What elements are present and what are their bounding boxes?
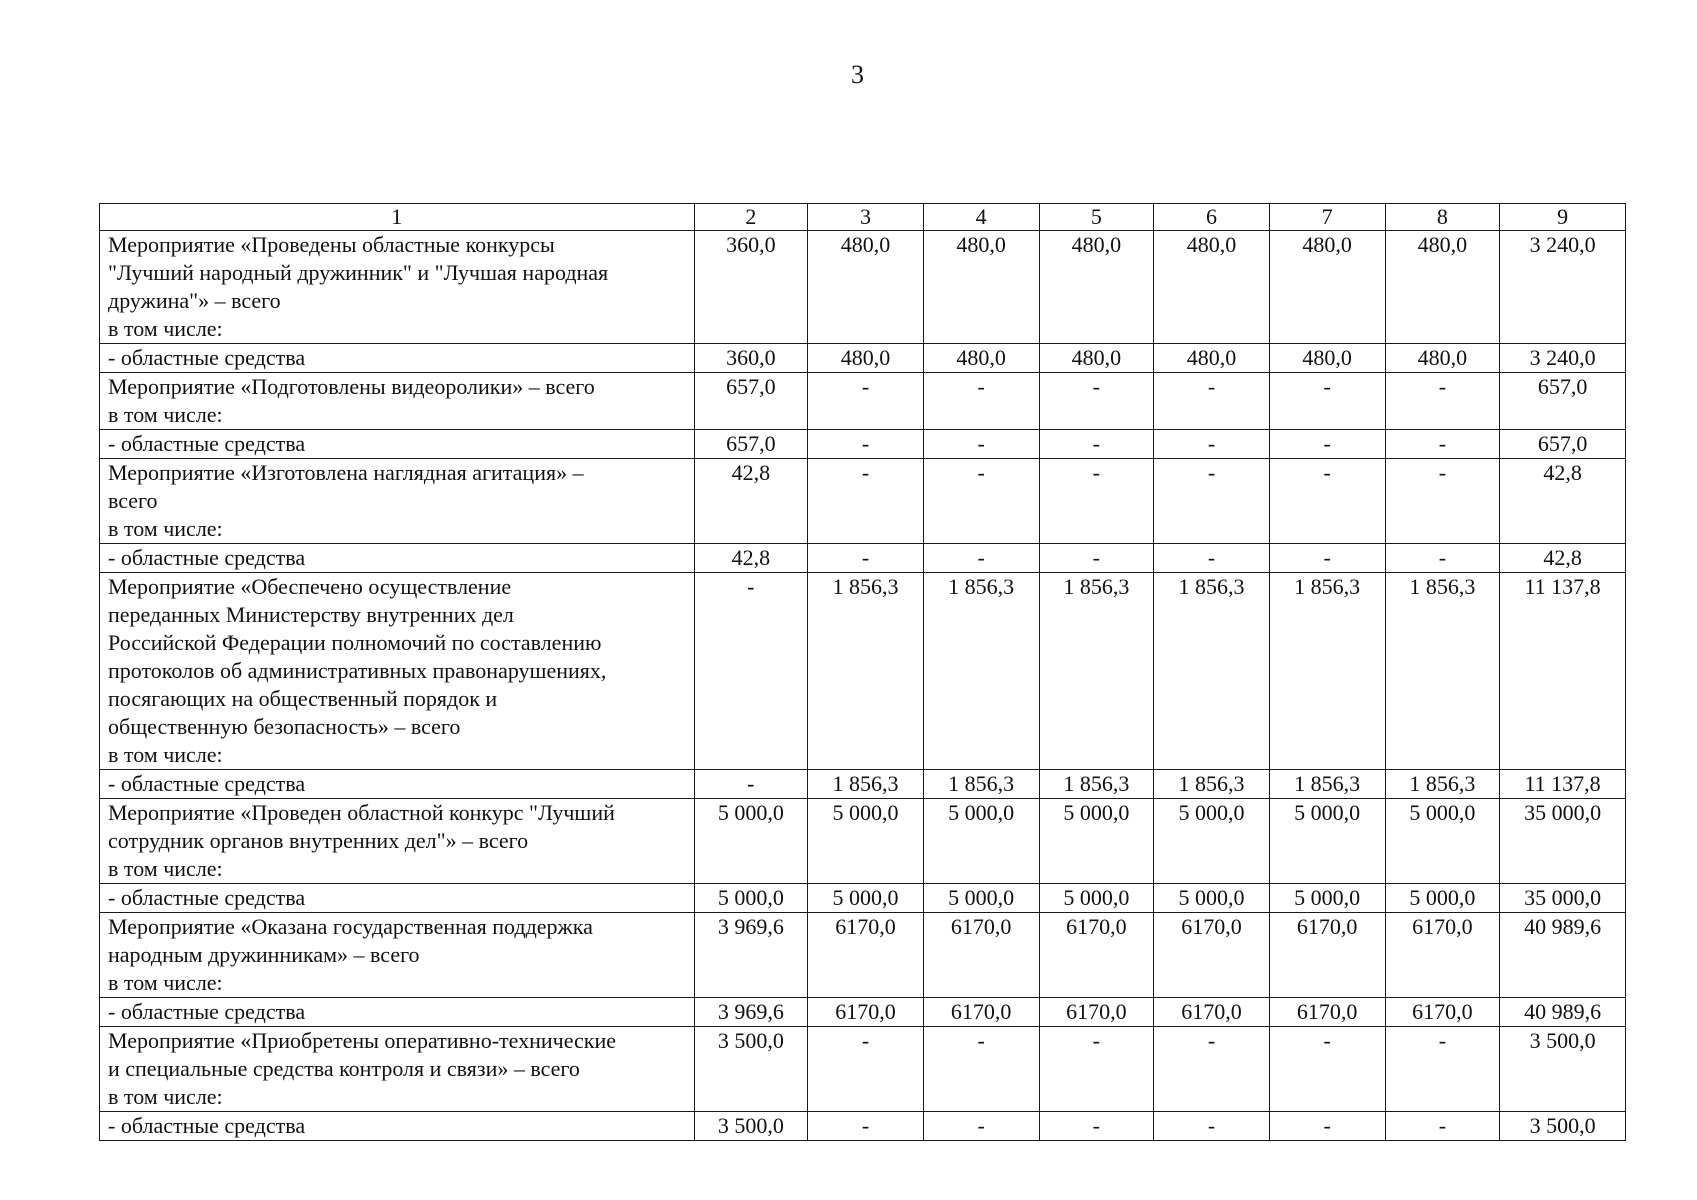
column-number-header: 4 bbox=[923, 204, 1039, 231]
regional-funds-label: - областные средства bbox=[100, 544, 695, 573]
activity-row bbox=[100, 799, 1626, 884]
activity-label-line: в том числе: bbox=[108, 856, 223, 881]
column-number-header: 3 bbox=[808, 204, 924, 231]
value-cell: 360,0 bbox=[694, 344, 808, 373]
value-cell: - bbox=[1385, 373, 1500, 430]
activity-label-line: Мероприятие «Обеспечено осуществление bbox=[108, 574, 512, 599]
activity-label-line: Мероприятие «Оказана государственная поддержка bbox=[108, 914, 593, 939]
activity-label-line: в том числе: bbox=[108, 742, 223, 767]
regional-funds-label: - областные средства bbox=[100, 998, 695, 1027]
total-cell: 42,8 bbox=[1500, 544, 1626, 573]
regional-funds-label: - областные средства bbox=[100, 884, 695, 913]
value-cell: - bbox=[1269, 1112, 1385, 1141]
value-cell: 6170,0 bbox=[1269, 913, 1385, 998]
activity-row bbox=[100, 231, 1626, 344]
value-cell: 5 000,0 bbox=[923, 799, 1039, 884]
value-cell: 42,8 bbox=[694, 459, 808, 544]
activity-label bbox=[100, 459, 695, 544]
regional-funds-row bbox=[100, 544, 1626, 573]
column-number-header: 2 bbox=[694, 204, 808, 231]
activity-label-line: в том числе: bbox=[108, 516, 223, 541]
regional-funds-label: - областные средства bbox=[100, 1112, 695, 1141]
value-cell: 480,0 bbox=[1269, 344, 1385, 373]
value-cell: 1 856,3 bbox=[923, 573, 1039, 770]
value-cell: 3 969,6 bbox=[694, 913, 808, 998]
value-cell: 3 969,6 bbox=[694, 998, 808, 1027]
value-cell: 6170,0 bbox=[1269, 998, 1385, 1027]
value-cell: 480,0 bbox=[1039, 231, 1154, 344]
activity-label bbox=[100, 913, 695, 998]
value-cell: - bbox=[808, 373, 924, 430]
activity-label-line: Мероприятие «Проведены областные конкурсы bbox=[108, 232, 555, 257]
value-cell: 480,0 bbox=[1269, 231, 1385, 344]
activity-label-line: в том числе: bbox=[108, 402, 223, 427]
regional-funds-row bbox=[100, 1112, 1626, 1141]
total-cell: 657,0 bbox=[1500, 430, 1626, 459]
regional-funds-row bbox=[100, 344, 1626, 373]
value-cell: - bbox=[808, 430, 924, 459]
value-cell: - bbox=[1039, 544, 1154, 573]
value-cell: - bbox=[1269, 1027, 1385, 1112]
activity-label-line: сотрудник органов внутренних дел"» – всего bbox=[108, 828, 529, 853]
total-cell: 42,8 bbox=[1500, 459, 1626, 544]
value-cell: - bbox=[694, 573, 808, 770]
activity-label-line: общественную безопасность» – всего bbox=[108, 714, 461, 739]
value-cell: 6170,0 bbox=[1385, 998, 1500, 1027]
value-cell: 5 000,0 bbox=[808, 884, 924, 913]
value-cell: 3 500,0 bbox=[694, 1112, 808, 1141]
value-cell: 1 856,3 bbox=[1269, 573, 1385, 770]
value-cell: 480,0 bbox=[1385, 344, 1500, 373]
value-cell: 6170,0 bbox=[923, 998, 1039, 1027]
value-cell: - bbox=[694, 770, 808, 799]
value-cell: - bbox=[923, 1112, 1039, 1141]
value-cell: 1 856,3 bbox=[923, 770, 1039, 799]
value-cell: 480,0 bbox=[1154, 231, 1270, 344]
value-cell: 480,0 bbox=[808, 231, 924, 344]
value-cell: - bbox=[1154, 459, 1270, 544]
value-cell: - bbox=[1385, 1027, 1500, 1112]
value-cell: - bbox=[1269, 544, 1385, 573]
activity-label-line: посягающих на общественный порядок и bbox=[108, 686, 498, 711]
value-cell: - bbox=[1039, 373, 1154, 430]
total-cell: 11 137,8 bbox=[1500, 770, 1626, 799]
activity-row bbox=[100, 459, 1626, 544]
total-cell: 35 000,0 bbox=[1500, 799, 1626, 884]
value-cell: - bbox=[1385, 459, 1500, 544]
value-cell: 5 000,0 bbox=[808, 799, 924, 884]
value-cell: - bbox=[1039, 1027, 1154, 1112]
column-number-header: 8 bbox=[1385, 204, 1500, 231]
value-cell: 5 000,0 bbox=[1154, 799, 1270, 884]
value-cell: 1 856,3 bbox=[1385, 573, 1500, 770]
value-cell: - bbox=[1269, 459, 1385, 544]
value-cell: - bbox=[808, 1112, 924, 1141]
regional-funds-row bbox=[100, 998, 1626, 1027]
value-cell: 480,0 bbox=[1154, 344, 1270, 373]
value-cell: 5 000,0 bbox=[1269, 799, 1385, 884]
value-cell: - bbox=[1385, 1112, 1500, 1141]
value-cell: 5 000,0 bbox=[1154, 884, 1270, 913]
value-cell: - bbox=[808, 1027, 924, 1112]
activity-label bbox=[100, 231, 695, 344]
activity-label-line: всего bbox=[108, 488, 158, 513]
value-cell: 42,8 bbox=[694, 544, 808, 573]
value-cell: - bbox=[923, 459, 1039, 544]
activity-label-line: Мероприятие «Подготовлены видеоролики» – всего bbox=[108, 374, 595, 399]
value-cell: - bbox=[923, 373, 1039, 430]
value-cell: - bbox=[923, 430, 1039, 459]
value-cell: 6170,0 bbox=[808, 998, 924, 1027]
value-cell: - bbox=[923, 1027, 1039, 1112]
value-cell: 6170,0 bbox=[1154, 913, 1270, 998]
value-cell: 1 856,3 bbox=[1154, 573, 1270, 770]
column-number-header: 1 bbox=[100, 204, 695, 231]
value-cell: 1 856,3 bbox=[1039, 573, 1154, 770]
total-cell: 3 240,0 bbox=[1500, 344, 1626, 373]
activity-label-line: "Лучший народный дружинник" и "Лучшая народная bbox=[108, 260, 609, 285]
value-cell: 5 000,0 bbox=[923, 884, 1039, 913]
value-cell: - bbox=[808, 544, 924, 573]
value-cell: 1 856,3 bbox=[1269, 770, 1385, 799]
total-cell: 35 000,0 bbox=[1500, 884, 1626, 913]
activity-label bbox=[100, 573, 695, 770]
value-cell: 6170,0 bbox=[1385, 913, 1500, 998]
value-cell: - bbox=[1154, 1112, 1270, 1141]
value-cell: 5 000,0 bbox=[1385, 884, 1500, 913]
activity-label-line: в том числе: bbox=[108, 316, 223, 341]
regional-funds-row bbox=[100, 884, 1626, 913]
regional-funds-label: - областные средства bbox=[100, 344, 695, 373]
table-body bbox=[100, 204, 1626, 1141]
value-cell: 6170,0 bbox=[808, 913, 924, 998]
value-cell: - bbox=[1385, 430, 1500, 459]
value-cell: - bbox=[1039, 1112, 1154, 1141]
value-cell: 1 856,3 bbox=[1154, 770, 1270, 799]
activity-row bbox=[100, 1027, 1626, 1112]
value-cell: 480,0 bbox=[1039, 344, 1154, 373]
activity-label bbox=[100, 1027, 695, 1112]
value-cell: 480,0 bbox=[808, 344, 924, 373]
value-cell: - bbox=[1039, 459, 1154, 544]
value-cell: 657,0 bbox=[694, 430, 808, 459]
total-cell: 11 137,8 bbox=[1500, 573, 1626, 770]
activity-label-line: протоколов об административных правонарушениях, bbox=[108, 658, 607, 683]
value-cell: 480,0 bbox=[1385, 231, 1500, 344]
value-cell: - bbox=[1385, 544, 1500, 573]
value-cell: - bbox=[1154, 1027, 1270, 1112]
total-cell: 657,0 bbox=[1500, 373, 1626, 430]
regional-funds-row bbox=[100, 430, 1626, 459]
activity-label-line: в том числе: bbox=[108, 970, 223, 995]
value-cell: 5 000,0 bbox=[1039, 884, 1154, 913]
value-cell: 360,0 bbox=[694, 231, 808, 344]
value-cell: - bbox=[808, 459, 924, 544]
value-cell: 657,0 bbox=[694, 373, 808, 430]
column-number-header: 9 bbox=[1500, 204, 1626, 231]
activity-label-line: и специальные средства контроля и связи» – всего bbox=[108, 1056, 580, 1081]
value-cell: 3 500,0 bbox=[694, 1027, 808, 1112]
activity-label-line: Мероприятие «Проведен областной конкурс "Лучший bbox=[108, 800, 615, 825]
regional-funds-label: - областные средства bbox=[100, 770, 695, 799]
value-cell: 5 000,0 bbox=[1039, 799, 1154, 884]
value-cell: - bbox=[1154, 544, 1270, 573]
value-cell: 6170,0 bbox=[923, 913, 1039, 998]
activity-label-line: переданных Министерству внутренних дел bbox=[108, 602, 514, 627]
value-cell: - bbox=[1269, 373, 1385, 430]
value-cell: - bbox=[1154, 373, 1270, 430]
value-cell: 1 856,3 bbox=[808, 573, 924, 770]
activity-row bbox=[100, 373, 1626, 430]
value-cell: 5 000,0 bbox=[694, 799, 808, 884]
value-cell: 480,0 bbox=[923, 344, 1039, 373]
total-cell: 3 240,0 bbox=[1500, 231, 1626, 344]
activity-label-line: в том числе: bbox=[108, 1084, 223, 1109]
column-number-header: 7 bbox=[1269, 204, 1385, 231]
activity-row bbox=[100, 573, 1626, 770]
header-row bbox=[100, 204, 1626, 231]
activity-label-line: Российской Федерации полномочий по составлению bbox=[108, 630, 602, 655]
value-cell: - bbox=[1269, 430, 1385, 459]
value-cell: 480,0 bbox=[923, 231, 1039, 344]
value-cell: 1 856,3 bbox=[1039, 770, 1154, 799]
activity-label-line: Мероприятие «Приобретены оперативно-технические bbox=[108, 1028, 617, 1053]
value-cell: 6170,0 bbox=[1039, 998, 1154, 1027]
activity-label-line: дружина"» – всего bbox=[108, 288, 281, 313]
value-cell: 6170,0 bbox=[1039, 913, 1154, 998]
value-cell: 5 000,0 bbox=[1269, 884, 1385, 913]
value-cell: 1 856,3 bbox=[808, 770, 924, 799]
regional-funds-row bbox=[100, 770, 1626, 799]
total-cell: 40 989,6 bbox=[1500, 998, 1626, 1027]
value-cell: 6170,0 bbox=[1154, 998, 1270, 1027]
activity-label-line: Мероприятие «Изготовлена наглядная агитация» – bbox=[108, 460, 584, 485]
activity-label bbox=[100, 799, 695, 884]
budget-table bbox=[99, 203, 1626, 1141]
total-cell: 40 989,6 bbox=[1500, 913, 1626, 998]
activity-label-line: народным дружинникам» – всего bbox=[108, 942, 420, 967]
value-cell: - bbox=[1154, 430, 1270, 459]
total-cell: 3 500,0 bbox=[1500, 1027, 1626, 1112]
value-cell: 5 000,0 bbox=[1385, 799, 1500, 884]
value-cell: 1 856,3 bbox=[1385, 770, 1500, 799]
value-cell: 5 000,0 bbox=[694, 884, 808, 913]
column-number-header: 5 bbox=[1039, 204, 1154, 231]
regional-funds-label: - областные средства bbox=[100, 430, 695, 459]
page-number: 3 bbox=[851, 60, 864, 89]
total-cell: 3 500,0 bbox=[1500, 1112, 1626, 1141]
value-cell: - bbox=[923, 544, 1039, 573]
activity-row bbox=[100, 913, 1626, 998]
column-number-header: 6 bbox=[1154, 204, 1270, 231]
activity-label bbox=[100, 373, 695, 430]
value-cell: - bbox=[1039, 430, 1154, 459]
